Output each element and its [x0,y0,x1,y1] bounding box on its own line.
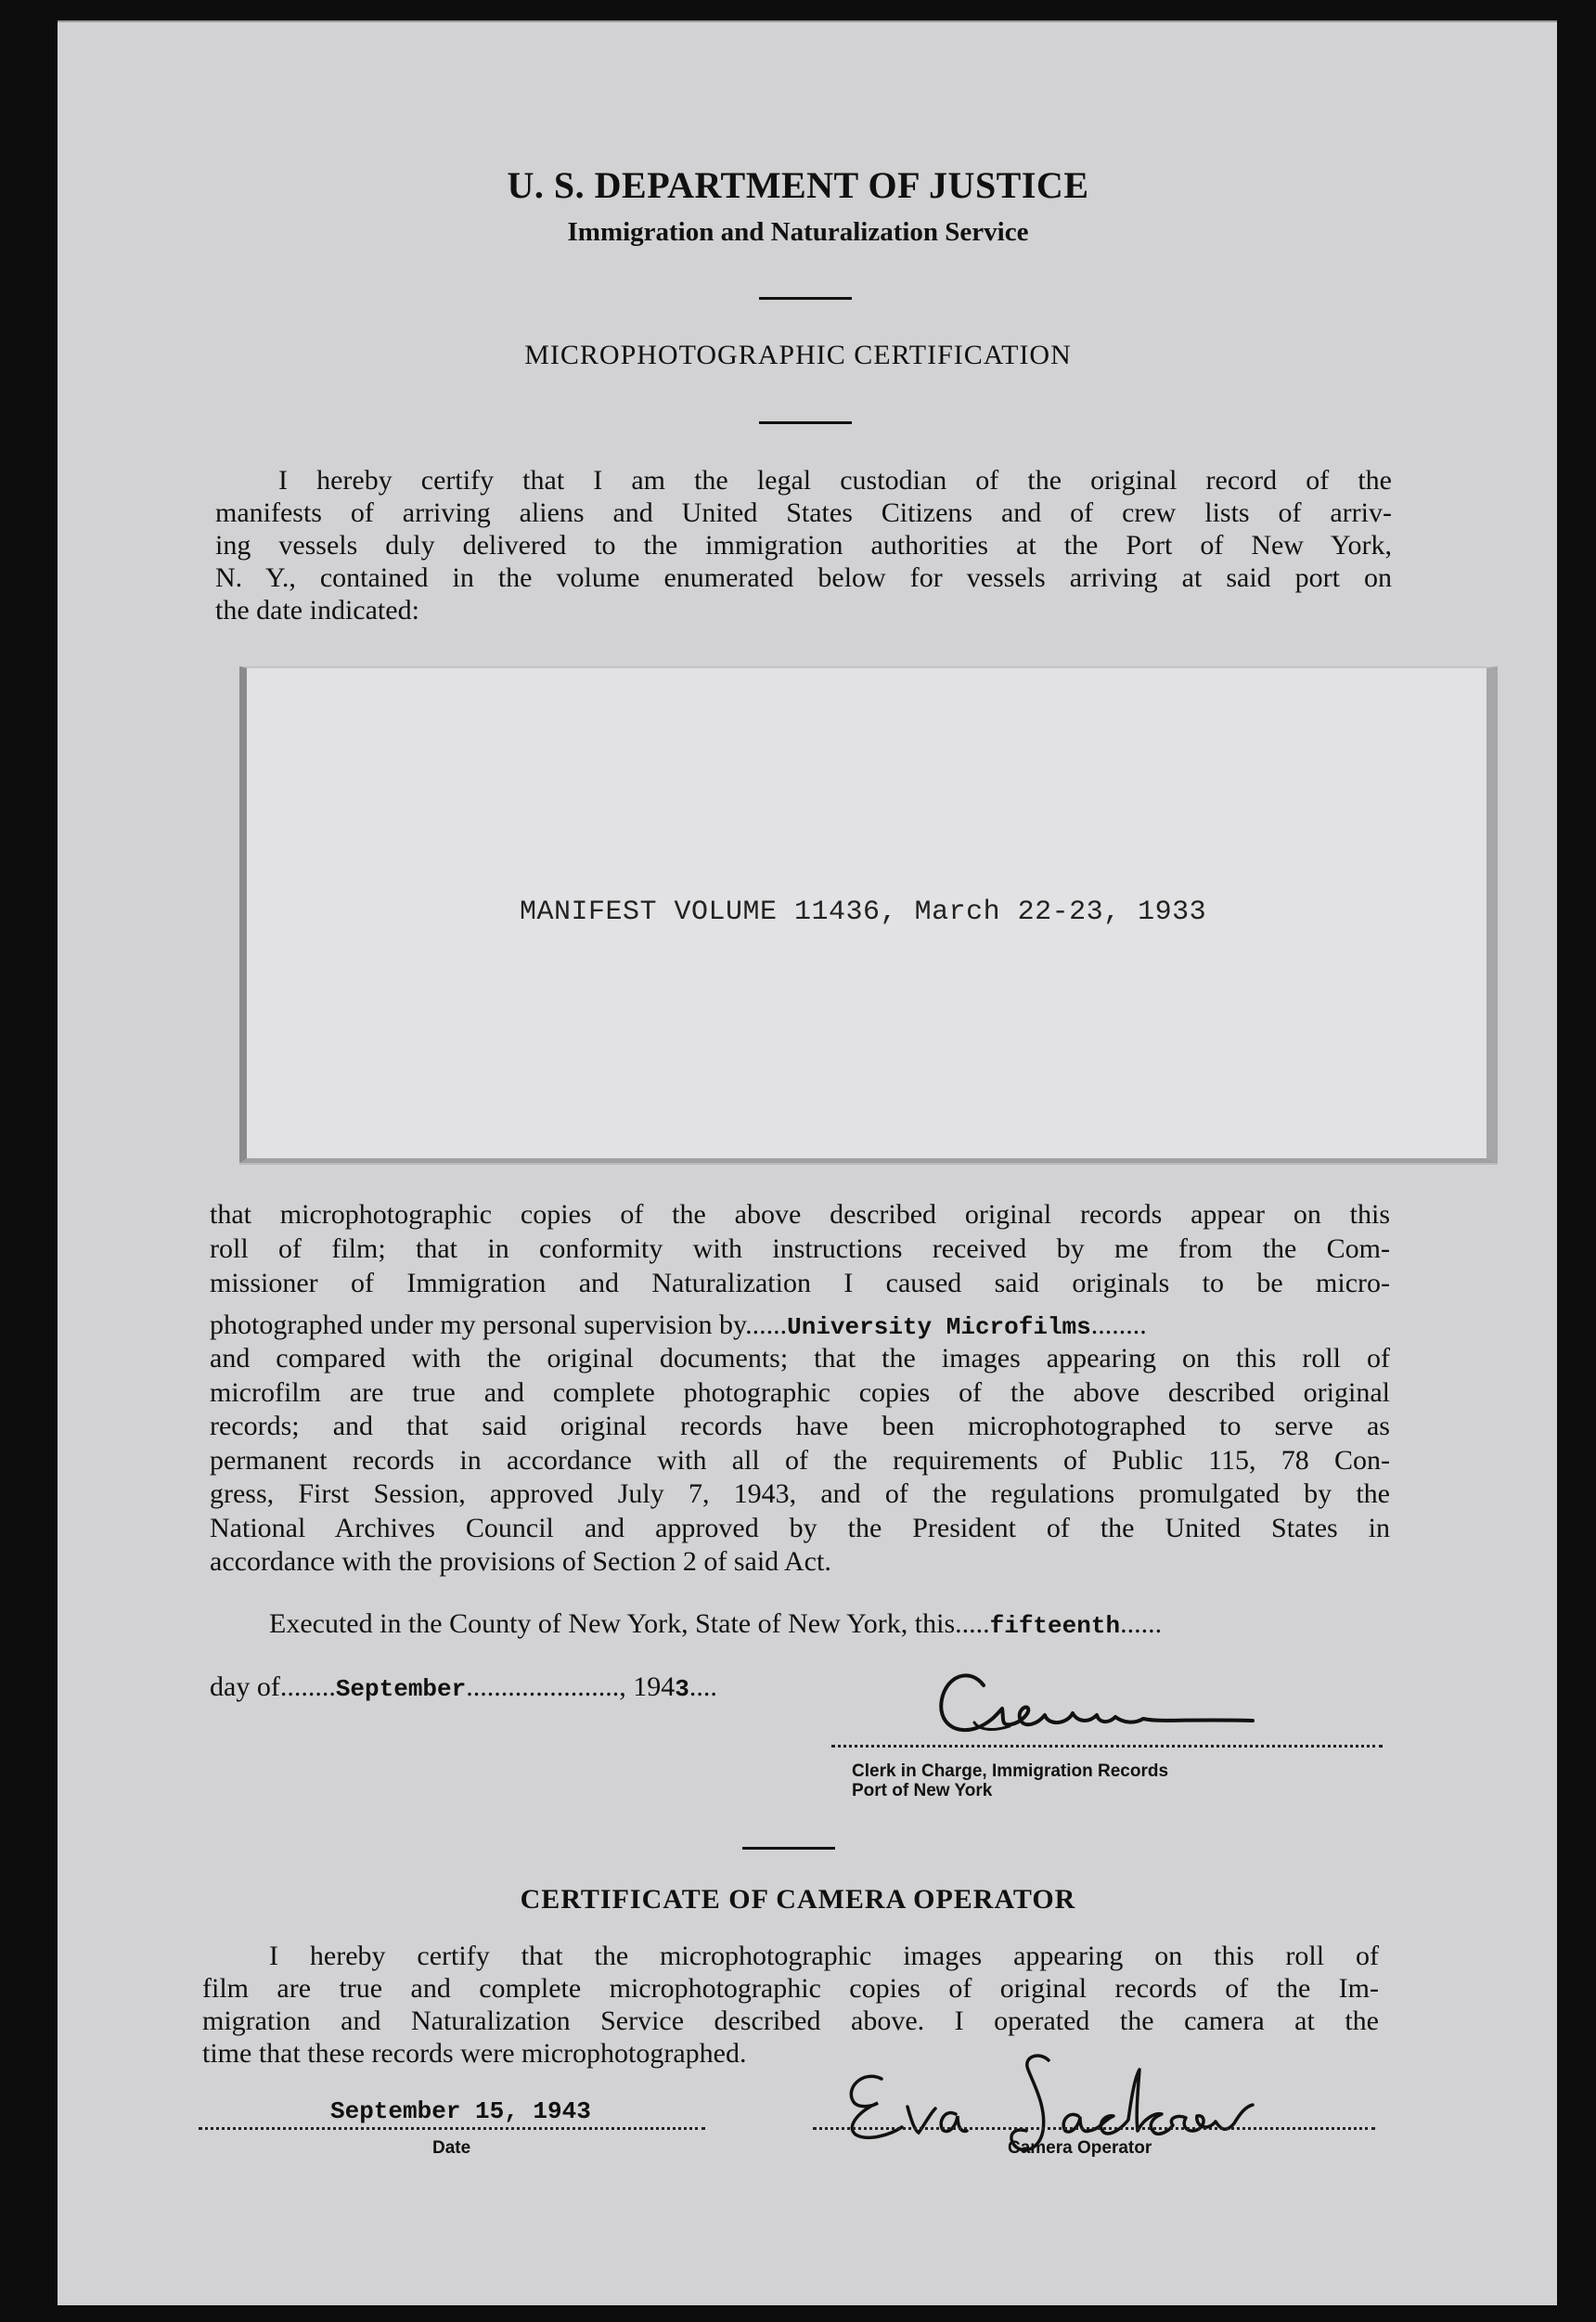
body-line: National Archives Council and approved by the President of the United States in [210,1512,1390,1543]
camera-date-value: September 15, 1943 [330,2097,591,2125]
operator-line-dotted [813,2127,1375,2130]
dot-leader: ......................, [466,1671,626,1702]
clerk-location: Port of New York [852,1781,993,1800]
supervision-value: University Microfilms [787,1313,1091,1341]
executed-day-value: fifteenth [989,1612,1121,1640]
supervision-prefix: photographed under my personal supervision by [210,1309,746,1340]
signature-line [831,1745,1383,1748]
body-line: roll of film; that in conformity with instructions received by me from the Com- [210,1233,1390,1264]
year-digit-value: 3 [675,1675,689,1703]
body-line: accordance with the provisions of Section 2 of said Act. [210,1546,831,1577]
clerk-signature [891,1658,1299,1750]
body-line: records; and that said original records have been microphotographed to serve as [210,1411,1390,1441]
dot-leader: ...... [745,1309,788,1340]
body-line: permanent records in accordance with all of the requirements of Public 115, 78 Con- [210,1444,1390,1476]
divider-rule [759,421,852,424]
date-label: Date [432,2138,471,2158]
camera-line: I hereby certify that the microphotographic images appearing on this roll of [269,1941,1379,1971]
intro-paragraph [215,464,1392,626]
body-line: gress, First Session, approved July 7, 1943, and of the regulations promulgated by the [210,1478,1390,1509]
intro-line: ing vessels duly delivered to the immigration authorities at the Port of New York, [215,530,1392,561]
year-prefix: 194 [633,1671,676,1702]
dot-leader: ........ [1090,1309,1147,1340]
body-line: and compared with the original documents; that the images appearing on this roll of [210,1343,1390,1374]
divider-rule [742,1847,835,1850]
camera-line: film are true and complete microphotographic copies of original records of the Im- [202,1973,1379,2004]
divider-rule [759,297,852,300]
dot-leader: ..... [955,1608,990,1639]
dot-leader: .... [689,1671,717,1702]
intro-line: manifests of arriving aliens and United States Citizens and of crew lists of arriv- [215,497,1392,528]
executed-line [269,1607,1392,1643]
camera-line: time that these records were microphotographed. [202,2038,747,2069]
date-line-prefix: day of [210,1671,280,1702]
dot-leader: ........ [279,1671,336,1702]
intro-line: I hereby certify that I am the legal custodian of the original record of the [278,465,1392,496]
operator-label: Camera Operator [1008,2138,1152,2158]
camera-line: migration and Naturalization Service described above. I operated the camera at the [202,2006,1379,2036]
certification-title: MICROPHOTOGRAPHIC CERTIFICATION [524,340,1072,370]
body-line: missioner of Immigration and Naturalization I caused said originals to be micro- [210,1268,1390,1298]
month-value: September [335,1675,467,1703]
supervision-line [210,1309,1390,1344]
department-title: U. S. DEPARTMENT OF JUSTICE [507,164,1089,206]
intro-line: N. Y., contained in the volume enumerated below for vessels arriving at said port on [215,562,1392,593]
clerk-title: Clerk in Charge, Immigration Records [852,1761,1169,1781]
manifest-volume-text: MANIFEST VOLUME 11436, March 22-23, 1933 [520,897,1207,928]
body-paragraph-top [210,1197,1390,1300]
service-subtitle: Immigration and Naturalization Service [567,217,1029,247]
date-line [210,1671,859,1706]
body-line: that microphotographic copies of the above described original records appear on this [210,1199,1390,1230]
body-paragraph-bottom [210,1342,1390,1580]
date-line-dotted [199,2127,705,2130]
camera-operator-heading: CERTIFICATE OF CAMERA OPERATOR [520,1884,1076,1915]
executed-prefix: Executed in the County of New York, State of New York, this [269,1608,956,1639]
body-line: microfilm are true and complete photographic copies of the above described original [210,1376,1390,1408]
intro-line: the date indicated: [215,595,419,626]
dot-leader: ...... [1120,1608,1163,1639]
